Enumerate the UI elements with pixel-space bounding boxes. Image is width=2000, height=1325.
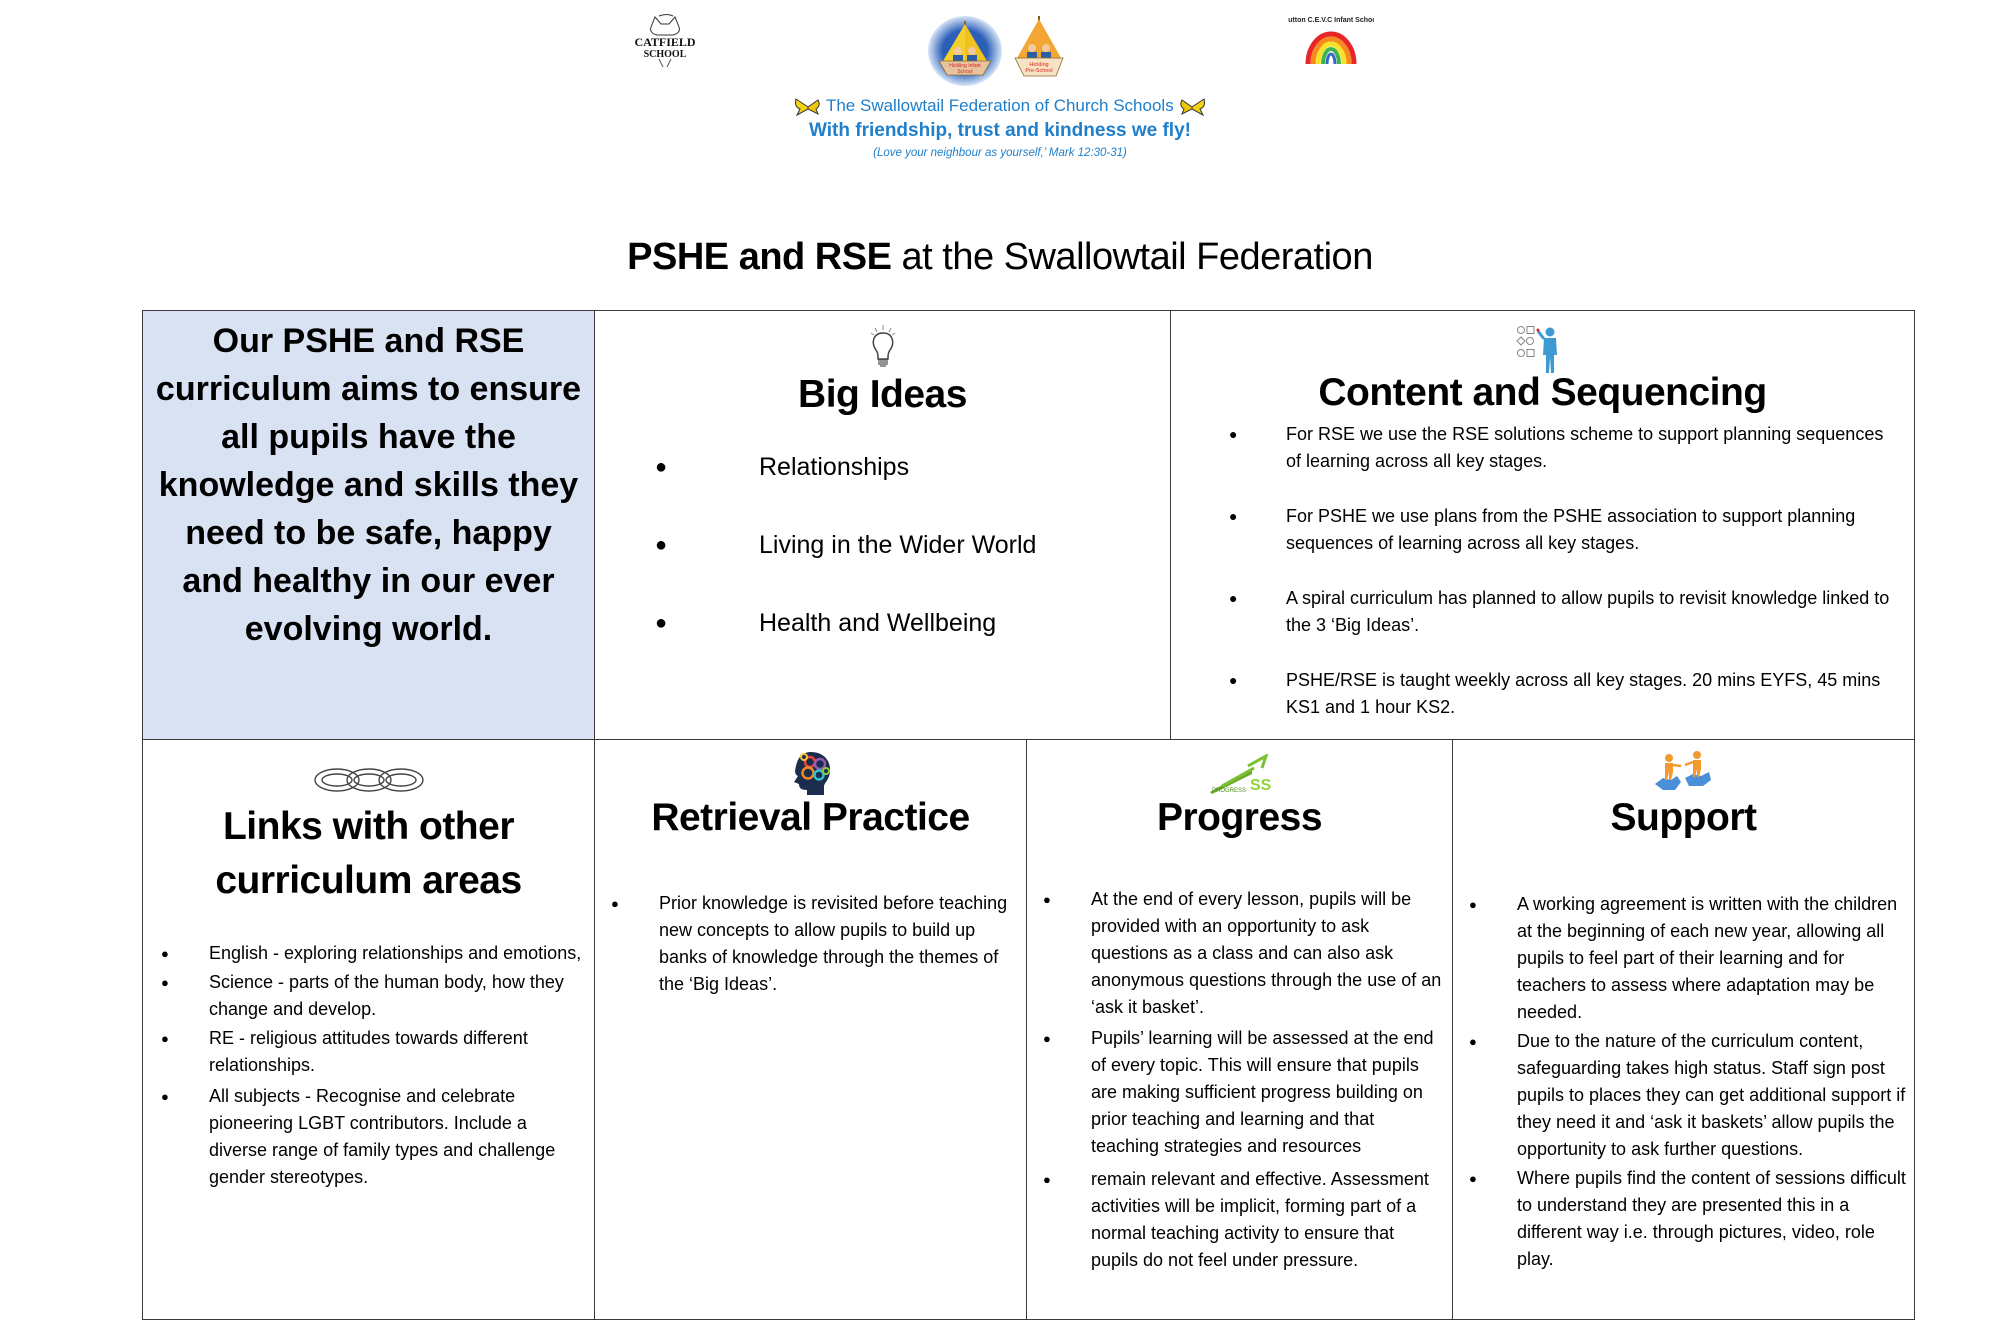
list-item: ● remain relevant and effective. Assessment activities will be implicit, forming part of a normal teaching activity to ensure that pupils do not feel under pressure. xyxy=(1033,1166,1446,1274)
list-item: ● For PSHE we use plans from the PSHE association to support planning sequences of learning across all key stages. xyxy=(1229,503,1896,557)
list-item: ● At the end of every lesson, pupils will be provided with an opportunity to ask questions as a class and can also ask anonymous questions through the use of an ‘ask it basket’. xyxy=(1033,886,1446,1021)
catfield-school-logo xyxy=(633,13,697,69)
list-item: ● PSHE/RSE is taught weekly across all key stages. 20 mins EYFS, 45 mins KS1 and 1 hour KS2. xyxy=(1229,667,1896,721)
big-ideas-heading: Big Ideas xyxy=(798,373,967,416)
federation-verse: (Love your neighbour as yourself,’ Mark 12:30-31) xyxy=(873,147,1127,159)
links-heading-line1: Links with other xyxy=(222,805,514,848)
hickling-infant-school-logo xyxy=(927,15,1003,87)
progress-list xyxy=(1033,886,1446,1278)
big-ideas-cell xyxy=(594,310,1171,740)
list-item: ● Prior knowledge is revisited before teaching new concepts to allow pupils to build up banks of knowledge through the themes of the ‘Big Ideas’. xyxy=(601,890,1020,998)
progress-heading: Progress xyxy=(1156,796,1323,839)
page-title-rest: at the Swallowtail Federation xyxy=(891,236,1373,278)
content-sequencing-cell xyxy=(1170,310,1915,740)
list-item: ● All subjects - Recognise and celebrate pioneering LGBT contributors. Include a diverse range of family types and challenge gender stereotypes. xyxy=(151,1083,582,1191)
list-item: ● Pupils’ learning will be assessed at the end of every topic. This will ensure that pupils are making sufficient progress building on prior teaching and learning and that teaching strategies and resources xyxy=(1033,1025,1446,1160)
svg-text:Hickling: Hickling xyxy=(1029,62,1049,68)
list-item: ● A working agreement is written with the children at the beginning of each new year, allowing all pupils to feel part of their learning and for teachers to assess where adaptation may be needed. xyxy=(1459,891,1906,1026)
links-list xyxy=(151,940,582,1193)
big-ideas-list xyxy=(655,451,1036,685)
federation-motto: With friendship, trust and kindness we fly! xyxy=(809,120,1191,141)
retrieval-practice-list xyxy=(601,890,1020,998)
page-title-bold: PSHE and RSE xyxy=(627,236,892,278)
svg-text:SCHOOL: SCHOOL xyxy=(643,49,687,60)
list-item: ● Relationships xyxy=(655,451,1036,529)
svg-text:SS: SS xyxy=(1249,777,1271,794)
retrieval-practice-cell xyxy=(594,739,1027,1320)
list-item: ● Where pupils find the content of sessions difficult to understand they are presented this in a different way i.e. through pictures, video, role play. xyxy=(1459,1165,1906,1273)
sutton-infant-school-logo xyxy=(1288,12,1374,68)
butterfly-icon xyxy=(1178,97,1206,117)
page-title xyxy=(0,236,2000,279)
svg-text:Pre-School: Pre-School xyxy=(1025,68,1053,74)
content-sequencing-list xyxy=(1229,421,1896,749)
federation-name xyxy=(0,96,2000,117)
retrieval-practice-heading: Retrieval Practice xyxy=(651,796,970,839)
list-item: ● English - exploring relationships and emotions, xyxy=(151,940,582,967)
aims-cell xyxy=(142,310,595,740)
butterfly-icon xyxy=(794,97,822,117)
links-cell xyxy=(142,739,595,1320)
aims-statement: Our PSHE and RSE curriculum aims to ensure all pupils have the knowledge and skills they need to be safe, happy and healthy in our ever evolving world. xyxy=(155,322,582,648)
brain-gears-icon xyxy=(789,750,833,801)
support-cell xyxy=(1452,739,1915,1320)
list-item: ● Science - parts of the human body, how they change and develop. xyxy=(151,969,582,1023)
list-item: ● Living in the Wider World xyxy=(655,529,1036,607)
people-puzzle-icon xyxy=(1653,750,1715,797)
svg-text:CATFIELD: CATFIELD xyxy=(634,35,696,49)
hickling-pre-school-logo xyxy=(1012,14,1066,80)
list-item: ● Due to the nature of the curriculum content, safeguarding takes high status. Staff sign post pupils to places they can get additional support if they need it and ‘ask it baskets’ allow pupils the opportunity to ask further questions. xyxy=(1459,1028,1906,1163)
progress-cell xyxy=(1026,739,1453,1320)
progress-arrow-icon xyxy=(1208,754,1272,799)
list-item: ● A spiral curriculum has planned to allow pupils to revisit knowledge linked to the 3 ‘Big Ideas’. xyxy=(1229,585,1896,639)
svg-text:Hickling Infant: Hickling Infant xyxy=(949,63,981,69)
list-item: ● RE - religious attitudes towards different relationships. xyxy=(151,1025,582,1079)
svg-text:PROGRESS: PROGRESS xyxy=(1211,788,1246,794)
links-heading-line2: curriculum areas xyxy=(215,859,522,902)
content-sequencing-heading: Content and Sequencing xyxy=(1318,371,1767,414)
chain-link-icon xyxy=(313,764,425,801)
federation-name-text: The Swallowtail Federation of Church Schools xyxy=(825,96,1174,115)
list-item: ● Health and Wellbeing xyxy=(655,607,1036,685)
svg-text:Sutton C.E.V.C Infant School: Sutton C.E.V.C Infant School xyxy=(1288,17,1374,24)
support-heading: Support xyxy=(1610,796,1757,839)
links-heading xyxy=(143,800,594,908)
svg-text:School: School xyxy=(957,69,973,75)
list-item: ● For RSE we use the RSE solutions scheme to support planning sequences of learning across all key stages. xyxy=(1229,421,1896,475)
lightbulb-icon xyxy=(865,323,901,374)
support-list xyxy=(1459,891,1906,1275)
